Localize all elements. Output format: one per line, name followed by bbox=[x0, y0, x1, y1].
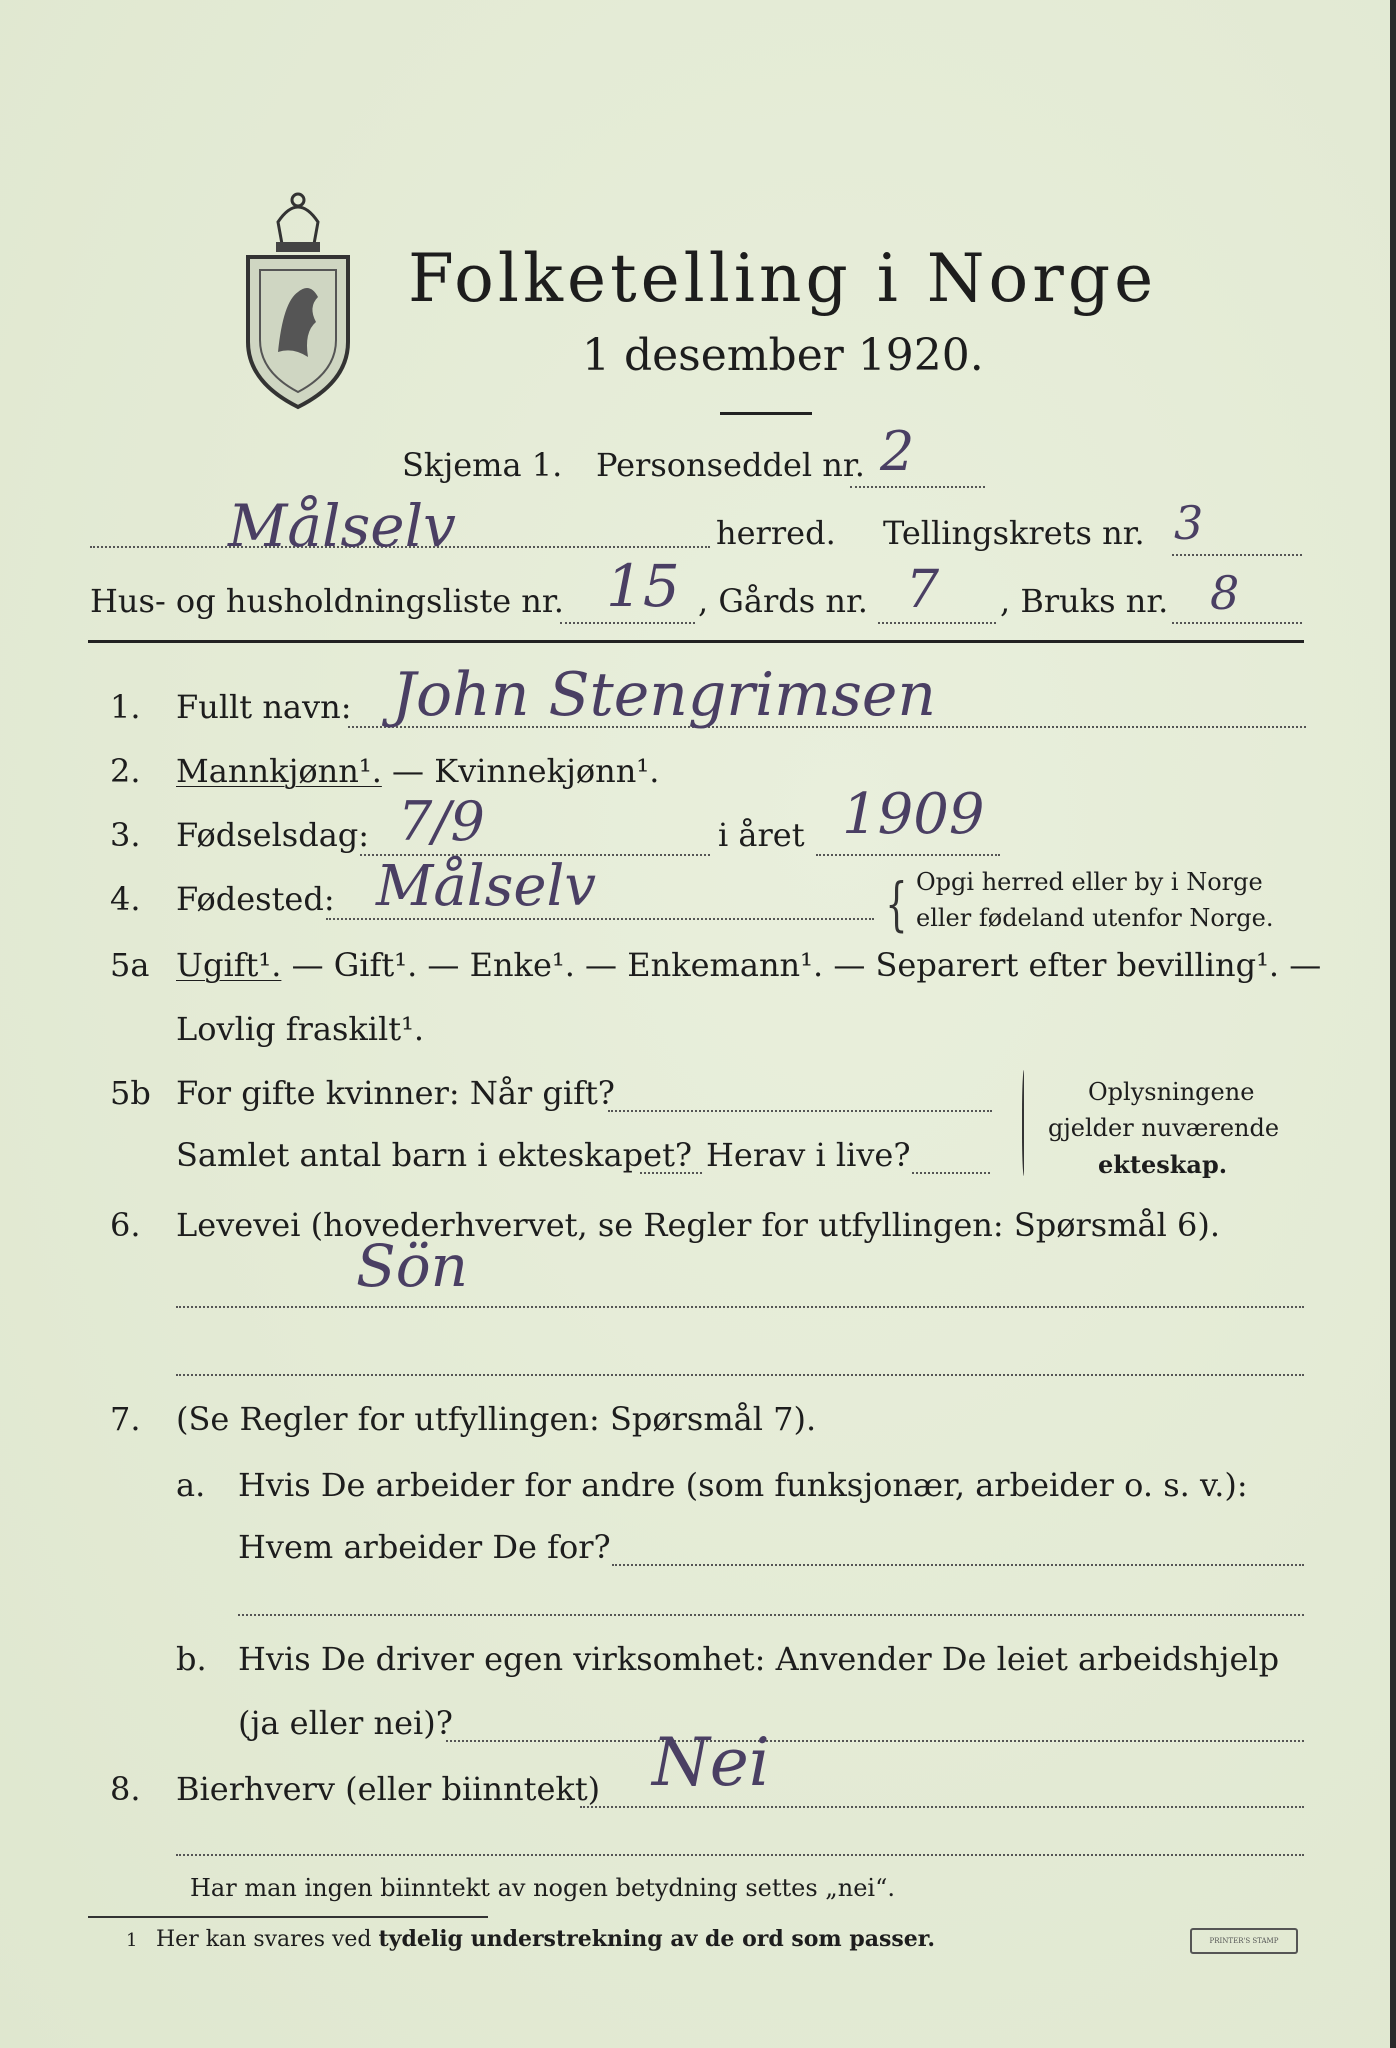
q3-label: Fødselsdag: bbox=[176, 816, 370, 854]
title-divider bbox=[720, 412, 812, 415]
q3-number: 3. bbox=[110, 816, 141, 854]
full-name-value: John Stengrimsen bbox=[392, 660, 937, 730]
birthplace-note-1: Opgi herred eller by i Norge bbox=[916, 868, 1263, 896]
gards-value: 7 bbox=[906, 560, 940, 620]
q5b-number: 5b bbox=[110, 1074, 151, 1112]
form-date: 1 desember 1920. bbox=[582, 330, 984, 381]
nei-note: Har man ingen biinntekt av nogen betydning settes „nei“. bbox=[190, 1874, 895, 1902]
q5a-number: 5a bbox=[110, 946, 150, 984]
occupation-field-1[interactable] bbox=[176, 1306, 1304, 1308]
option-mannkjonn[interactable]: Mannkjønn¹. bbox=[176, 752, 382, 790]
q7a-letter: a. bbox=[176, 1466, 206, 1504]
side-income-field[interactable] bbox=[580, 1806, 1304, 1808]
q2-number: 2. bbox=[110, 752, 141, 790]
footnote-rule bbox=[88, 1916, 488, 1918]
footnote-mark: 1 bbox=[126, 1930, 138, 1951]
q5b-line1: For gifte kvinner: Når gift? bbox=[176, 1074, 615, 1112]
form-title: Folketelling i Norge bbox=[408, 240, 1158, 317]
bruks-value: 8 bbox=[1210, 566, 1240, 620]
side-income-value: Nei bbox=[652, 1724, 770, 1801]
scan-edge bbox=[1390, 0, 1396, 2048]
option-lovlig-fraskilt[interactable]: Lovlig fraskilt¹. bbox=[176, 1010, 425, 1048]
birthday-value: 7/9 bbox=[398, 790, 485, 853]
q1-label: Fullt navn: bbox=[176, 688, 352, 726]
occupation-field-2[interactable] bbox=[176, 1374, 1304, 1376]
q7a-line1: Hvis De arbeider for andre (som funksjonær, arbeider o. s. v.): bbox=[238, 1466, 1248, 1504]
birth-year-value: 1909 bbox=[842, 782, 985, 847]
coat-of-arms-icon bbox=[238, 182, 358, 412]
q7b-line1: Hvis De driver egen virksomhet: Anvender De leiet arbeidshjelp bbox=[238, 1640, 1280, 1678]
tellingskrets-label: Tellingskrets nr. bbox=[883, 514, 1145, 552]
footnote-text: Her kan svares ved tydelig understrekning av de ord som passer. bbox=[156, 1926, 936, 1952]
tellingskrets-value: 3 bbox=[1174, 496, 1204, 550]
header-rule bbox=[88, 640, 1304, 643]
q6-label: Levevei (hovederhvervet, se Regler for utfyllingen: Spørsmål 6). bbox=[176, 1206, 1221, 1244]
herred-label: herred. bbox=[716, 514, 836, 552]
hired-help-field[interactable] bbox=[446, 1740, 1304, 1742]
q4-label: Fødested: bbox=[176, 880, 335, 918]
q5a-options bbox=[176, 946, 1321, 984]
year-label: i året bbox=[718, 816, 805, 854]
personseddel-label: Personseddel nr. bbox=[596, 446, 865, 484]
option-kvinnekjonn[interactable]: Kvinnekjønn¹. bbox=[434, 752, 660, 790]
occupation-value: Sön bbox=[356, 1232, 469, 1300]
option-ugift[interactable]: Ugift¹. bbox=[176, 946, 282, 984]
q7b-letter: b. bbox=[176, 1640, 207, 1678]
tellingskrets-field[interactable] bbox=[1172, 554, 1302, 556]
q5b-children-label: Samlet antal barn i ekteskapet? bbox=[176, 1136, 693, 1174]
hus-value: 15 bbox=[606, 552, 680, 620]
birth-year-field[interactable] bbox=[816, 854, 1000, 856]
note-bracket bbox=[1022, 1070, 1027, 1176]
bruks-label: , Bruks nr. bbox=[1000, 582, 1169, 620]
employer-field-2[interactable] bbox=[238, 1614, 1304, 1616]
brace: { bbox=[885, 870, 908, 938]
marriage-note-2: gjelder nuværende bbox=[1048, 1114, 1280, 1142]
q5b-alive-label: Herav i live? bbox=[706, 1136, 911, 1174]
bruks-field[interactable] bbox=[1172, 622, 1302, 624]
birthplace-value: Målselv bbox=[376, 854, 597, 919]
q1-number: 1. bbox=[110, 688, 141, 726]
q7-number: 7. bbox=[110, 1400, 141, 1438]
hus-field[interactable] bbox=[560, 622, 695, 624]
q2-options: Mannkjønn¹. — Kvinnekjønn¹. bbox=[176, 752, 660, 790]
q4-number: 4. bbox=[110, 880, 141, 918]
personseddel-value: 2 bbox=[880, 420, 915, 483]
herred-value: Målselv bbox=[228, 492, 456, 560]
q6-number: 6. bbox=[110, 1206, 141, 1244]
gards-label: , Gårds nr. bbox=[698, 582, 868, 620]
children-alive-field[interactable] bbox=[912, 1172, 990, 1174]
gards-field[interactable] bbox=[878, 622, 996, 624]
q7-label: (Se Regler for utfyllingen: Spørsmål 7). bbox=[176, 1400, 817, 1438]
children-count-field[interactable] bbox=[640, 1172, 702, 1174]
q8-number: 8. bbox=[110, 1770, 141, 1808]
marriage-note-1: Oplysningene bbox=[1088, 1078, 1255, 1106]
birthplace-note-2: eller fødeland utenfor Norge. bbox=[916, 904, 1274, 932]
side-income-field-2[interactable] bbox=[176, 1854, 1304, 1856]
q8-label: Bierhverv (eller biinntekt) bbox=[176, 1770, 601, 1808]
marriage-note-3: ekteskap. bbox=[1098, 1150, 1228, 1179]
employer-field[interactable] bbox=[612, 1564, 1304, 1566]
hus-label: Hus- og husholdningsliste nr. bbox=[90, 582, 564, 620]
civil-status-options[interactable]: — Gift¹. — Enke¹. — Enkemann¹. — Separert efter bevilling¹. — bbox=[281, 946, 1322, 984]
married-when-field[interactable] bbox=[608, 1110, 992, 1112]
q7b-line2: (ja eller nei)? bbox=[238, 1704, 453, 1742]
printer-stamp: PRINTER'S STAMP bbox=[1190, 1928, 1298, 1954]
q7a-line2: Hvem arbeider De for? bbox=[238, 1528, 611, 1566]
personseddel-field[interactable] bbox=[850, 486, 985, 488]
skjema-label: Skjema 1. bbox=[402, 446, 563, 484]
